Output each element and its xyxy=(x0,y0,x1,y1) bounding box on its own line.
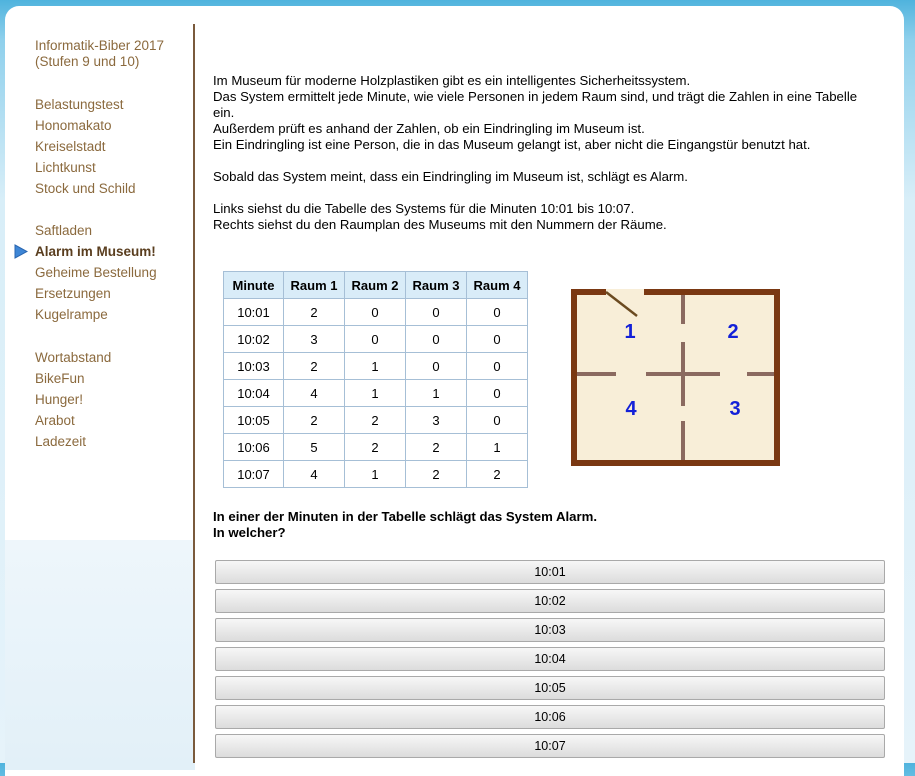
contest-title xyxy=(35,38,164,70)
text-line: Im Museum für moderne Holzplastiken gibt es ein intelligentes Sicherheitssystem. xyxy=(213,73,691,88)
answer-button[interactable]: 10:03 xyxy=(215,618,885,642)
sidebar-task-item[interactable]: Hunger! xyxy=(35,392,84,407)
people-count-table xyxy=(223,271,528,488)
table-cell: 2 xyxy=(284,299,345,326)
museum-floor-plan xyxy=(570,288,782,468)
room-label-1: 1 xyxy=(624,321,636,343)
table-cell: 0 xyxy=(406,353,467,380)
task-list-group-2 xyxy=(35,220,157,325)
sidebar-divider xyxy=(193,24,195,763)
sidebar-task-item[interactable]: Kreiselstadt xyxy=(35,139,106,154)
text-line: Das System ermittelt jede Minute, wie viele Personen in jedem Raum sind, und trägt die Zahlen in eine Tabelle ein. xyxy=(213,89,858,120)
answer-button[interactable]: 10:02 xyxy=(215,589,885,613)
table-header-cell: Raum 2 xyxy=(345,272,406,299)
table-cell: 1 xyxy=(345,353,406,380)
room-label-3: 3 xyxy=(729,398,741,420)
table-cell: 0 xyxy=(467,407,528,434)
table-header-row xyxy=(224,272,528,299)
text-line: Außerdem prüft es anhand der Zahlen, ob ein Eindringling im Museum ist. xyxy=(213,121,645,136)
active-task-arrow-icon xyxy=(14,244,28,259)
table-cell: 0 xyxy=(467,299,528,326)
sidebar-task-item[interactable]: Belastungstest xyxy=(35,97,124,112)
table-cell: 2 xyxy=(284,407,345,434)
answer-button[interactable]: 10:04 xyxy=(215,647,885,671)
table-cell: 0 xyxy=(345,326,406,353)
table-cell: 2 xyxy=(467,461,528,488)
question-line-2: In welcher? xyxy=(213,525,286,540)
task-list-group-3 xyxy=(35,347,111,452)
sidebar-task-item[interactable]: Wortabstand xyxy=(35,350,112,365)
table-cell: 10:03 xyxy=(224,353,284,380)
table-cell: 1 xyxy=(345,380,406,407)
table-cell: 4 xyxy=(284,461,345,488)
sidebar-task-item[interactable]: Geheime Bestellung xyxy=(35,265,157,280)
sidebar-task-item[interactable]: Kugelrampe xyxy=(35,307,108,322)
intro-paragraph-3 xyxy=(213,201,873,233)
table-cell: 0 xyxy=(406,326,467,353)
entrance-gap xyxy=(606,289,644,295)
table-row xyxy=(224,353,528,380)
sidebar-task-item[interactable]: Ersetzungen xyxy=(35,286,111,301)
sidebar-task-item[interactable]: Stock und Schild xyxy=(35,181,136,196)
question-line-1: In einer der Minuten in der Tabelle schlägt das System Alarm. xyxy=(213,509,598,524)
table-cell: 5 xyxy=(284,434,345,461)
table-row xyxy=(224,407,528,434)
table-cell: 2 xyxy=(345,434,406,461)
table-header-cell: Raum 4 xyxy=(467,272,528,299)
task-list-group-1 xyxy=(35,94,136,199)
table-row xyxy=(224,299,528,326)
room-label-4: 4 xyxy=(625,398,637,420)
sidebar-task-item[interactable]: Ladezeit xyxy=(35,434,87,449)
contest-title-line2: (Stufen 9 und 10) xyxy=(35,54,140,69)
sidebar-task-item[interactable]: Lichtkunst xyxy=(35,160,96,175)
answer-button[interactable]: 10:07 xyxy=(215,734,885,758)
sidebar-task-item[interactable]: Honomakato xyxy=(35,118,112,133)
table-cell: 10:07 xyxy=(224,461,284,488)
sidebar-background xyxy=(5,540,195,770)
intro-paragraph-2: Sobald das System meint, dass ein Eindringling im Museum ist, schlägt es Alarm. xyxy=(213,169,688,184)
table-header-cell: Raum 3 xyxy=(406,272,467,299)
table-row xyxy=(224,326,528,353)
answer-options xyxy=(215,560,885,763)
table-cell: 10:02 xyxy=(224,326,284,353)
answer-button[interactable]: 10:01 xyxy=(215,560,885,584)
table-header-cell: Raum 1 xyxy=(284,272,345,299)
table-cell: 1 xyxy=(467,434,528,461)
table-cell: 4 xyxy=(284,380,345,407)
table-row xyxy=(224,461,528,488)
intro-paragraph-1 xyxy=(213,73,873,153)
sidebar-task-item[interactable]: Saftladen xyxy=(35,223,93,238)
sidebar-task-item[interactable]: Arabot xyxy=(35,413,75,428)
room-label-2: 2 xyxy=(727,321,739,343)
table-cell: 0 xyxy=(406,299,467,326)
table-cell: 2 xyxy=(284,353,345,380)
text-line: Rechts siehst du den Raumplan des Museums mit den Nummern der Räume. xyxy=(213,217,667,232)
table-header-cell: Minute xyxy=(224,272,284,299)
table-cell: 3 xyxy=(284,326,345,353)
table-cell: 10:06 xyxy=(224,434,284,461)
sidebar-task-item[interactable]: BikeFun xyxy=(35,371,85,386)
table-cell: 10:04 xyxy=(224,380,284,407)
table-cell: 3 xyxy=(406,407,467,434)
text-line: Ein Eindringling ist eine Person, die in das Museum gelangt ist, aber nicht die Eingangstür benutzt hat. xyxy=(213,137,811,152)
table-cell: 1 xyxy=(406,380,467,407)
table-cell: 2 xyxy=(406,434,467,461)
table-cell: 10:01 xyxy=(224,299,284,326)
question-text xyxy=(213,509,597,541)
table-cell: 0 xyxy=(467,353,528,380)
table-cell: 10:05 xyxy=(224,407,284,434)
contest-title-line1: Informatik-Biber 2017 xyxy=(35,38,165,53)
table-cell: 0 xyxy=(467,326,528,353)
table-row xyxy=(224,380,528,407)
answer-button[interactable]: 10:06 xyxy=(215,705,885,729)
table-cell: 2 xyxy=(345,407,406,434)
table-cell: 1 xyxy=(345,461,406,488)
plan-outer-wall xyxy=(574,292,777,463)
table-cell: 0 xyxy=(345,299,406,326)
task-description xyxy=(213,73,873,233)
table-cell: 2 xyxy=(406,461,467,488)
text-line: Links siehst du die Tabelle des Systems für die Minuten 10:01 bis 10:07. xyxy=(213,201,635,216)
table-cell: 0 xyxy=(467,380,528,407)
answer-button[interactable]: 10:05 xyxy=(215,676,885,700)
sidebar-task-item[interactable]: Alarm im Museum! xyxy=(35,244,156,259)
table-row xyxy=(224,434,528,461)
